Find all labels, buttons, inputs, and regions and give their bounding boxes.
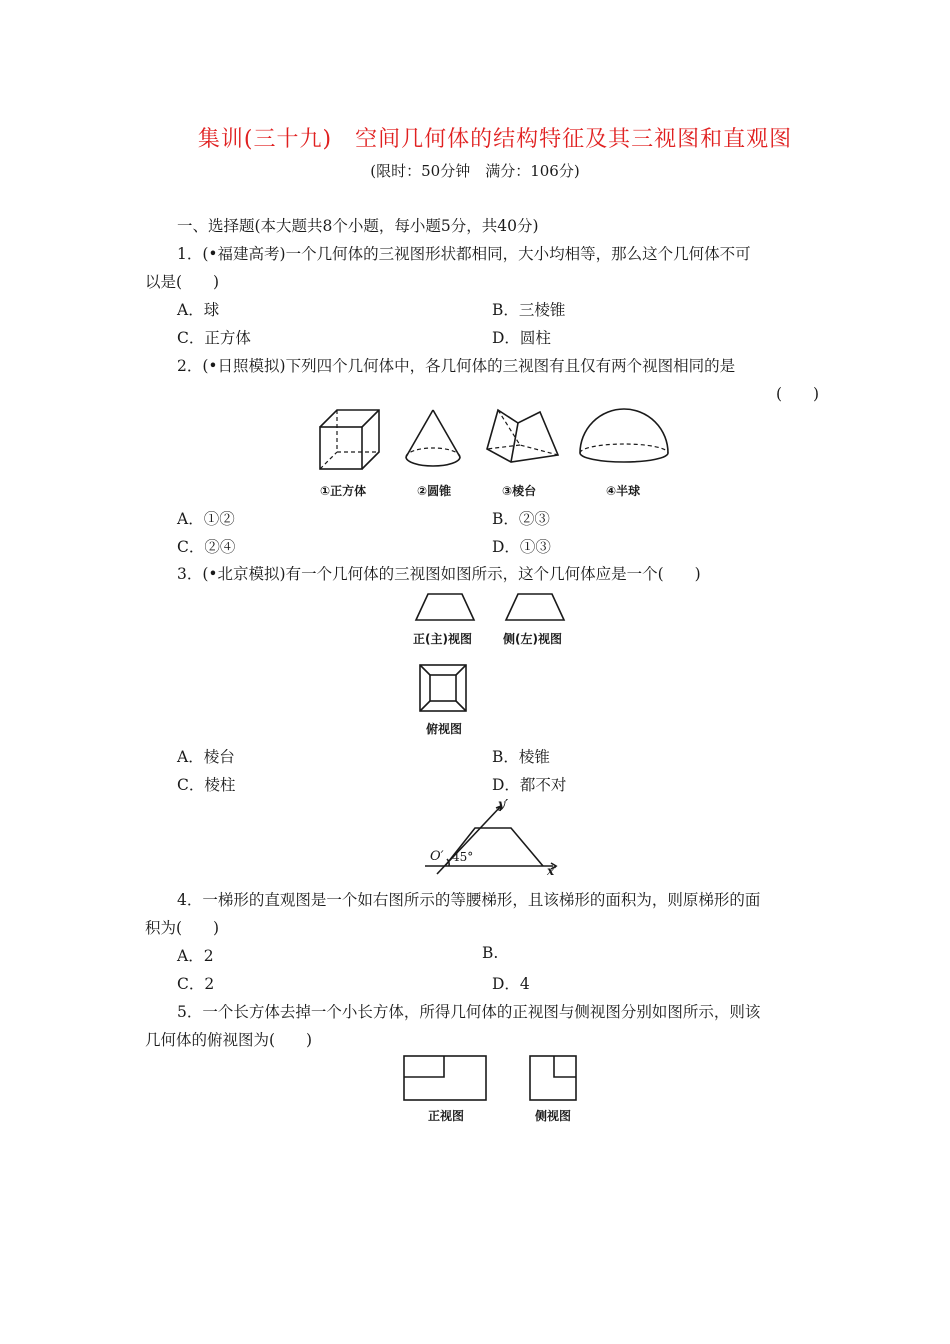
question-3-option-c: C．棱柱	[177, 776, 236, 794]
question-3-option-b: B．棱锥	[492, 748, 550, 766]
question-2-option-b: B．②③	[492, 510, 550, 528]
question-2-option-c: C．②④	[177, 538, 236, 556]
q2-caption-2: ②圆锥	[417, 484, 452, 498]
question-3-top-view	[418, 663, 470, 715]
question-1-option-b: B．三棱锥	[492, 301, 566, 319]
q3-caption-side: 侧(左)视图	[503, 632, 562, 646]
q4-label-x: x′	[547, 864, 558, 878]
q4-label-o: O′	[430, 849, 444, 864]
question-3-option-a: A．棱台	[177, 748, 235, 766]
q4-label-angle: 45°	[452, 850, 474, 864]
question-4-option-b: B.	[482, 944, 499, 962]
question-5-text-cont: 几何体的俯视图为( )	[145, 1031, 313, 1049]
question-2-figure	[300, 405, 690, 475]
page-title: 集训(三十九) 空间几何体的结构特征及其三视图和直观图	[197, 127, 793, 152]
question-4-text: 4．一梯形的直观图是一个如右图所示的等腰梯形，且该梯形的面积为，则原梯形的面	[177, 891, 761, 909]
question-4-figure	[425, 800, 565, 880]
cube-drawing	[320, 410, 379, 469]
question-4-option-c: C．2	[177, 975, 215, 993]
page-subtitle: (限时：50分钟 满分：106分)	[370, 162, 580, 180]
q2-caption-4: ④半球	[606, 484, 641, 498]
question-4-option-d: D．4	[492, 975, 530, 993]
question-2-option-d: D．①③	[492, 538, 551, 556]
section-heading: 一、选择题(本大题共8个小题，每小题5分，共40分)	[177, 217, 539, 235]
question-3-front-view	[410, 590, 570, 626]
q5-caption-front: 正视图	[428, 1109, 465, 1123]
question-1-text-cont: 以是( )	[145, 273, 220, 291]
q2-caption-1: ①正方体	[320, 484, 367, 498]
question-1-option-a: A．球	[177, 301, 220, 319]
q5-caption-side: 侧视图	[535, 1109, 572, 1123]
q3-caption-front: 正(主)视图	[413, 632, 472, 646]
q3-caption-top: 俯视图	[426, 722, 463, 736]
question-2-text: 2．(•日照模拟)下列四个几何体中，各几何体的三视图有且仅有两个视图相同的是	[177, 357, 736, 375]
q4-label-y: y′	[498, 797, 509, 811]
question-4-text-cont: 积为( )	[145, 919, 220, 937]
question-2-option-a: A．①②	[177, 510, 235, 528]
question-5-text: 5．一个长方体去掉一个小长方体，所得几何体的正视图与侧视图分别如图所示，则该	[177, 1003, 761, 1021]
cone-drawing	[406, 410, 460, 466]
question-2-answer-paren: ( )	[776, 385, 820, 403]
question-1-text: 1．(•福建高考)一个几何体的三视图形状都相同，大小均相等，那么这个几何体不可	[177, 245, 751, 263]
question-1-option-c: C．正方体	[177, 329, 251, 347]
question-4-option-a: A．2	[177, 947, 214, 965]
question-3-option-d: D．都不对	[492, 776, 567, 794]
question-3-text: 3．(•北京模拟)有一个几何体的三视图如图所示，这个几何体应是一个( )	[177, 565, 701, 583]
question-1-option-d: D．圆柱	[492, 329, 551, 347]
hemisphere-drawing	[580, 409, 668, 462]
q2-caption-3: ③棱台	[502, 484, 537, 498]
frustum-drawing	[487, 410, 558, 462]
question-5-figure	[400, 1053, 585, 1103]
